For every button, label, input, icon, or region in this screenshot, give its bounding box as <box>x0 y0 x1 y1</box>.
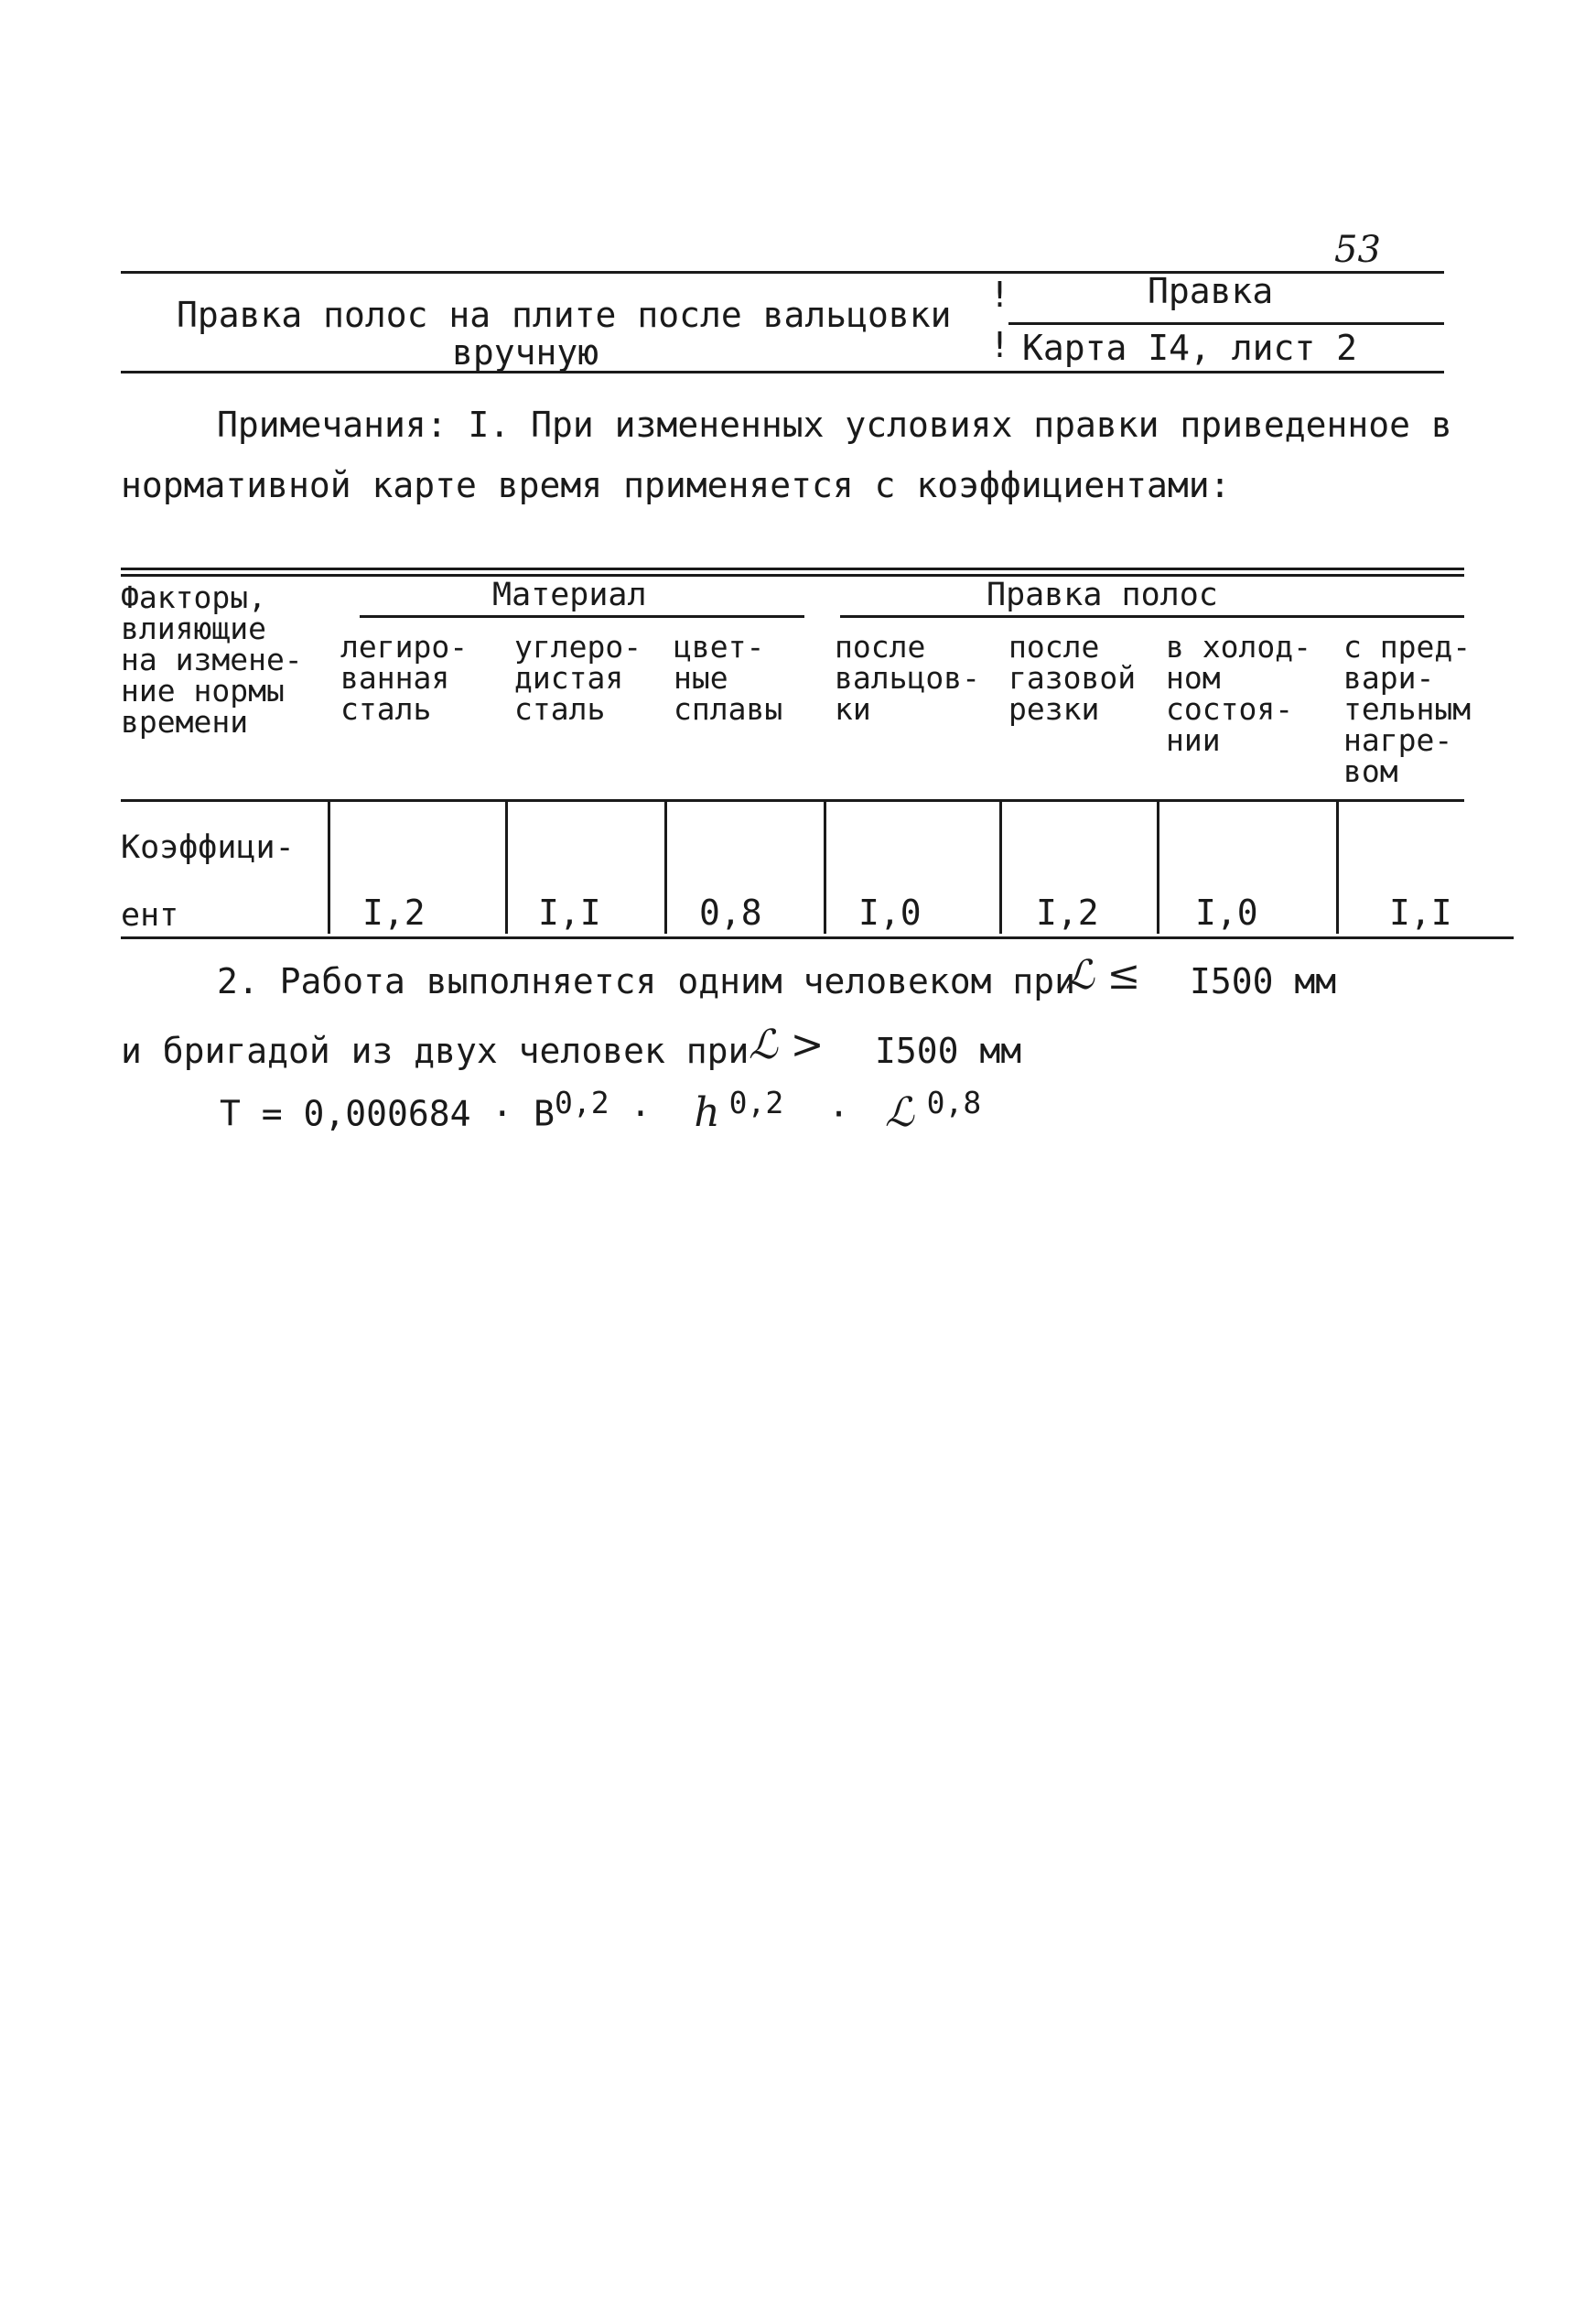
table-bottom-rule <box>121 936 1514 939</box>
exponent-h: 0,2 <box>728 1085 784 1120</box>
coefficient-value: I,0 <box>858 893 922 933</box>
table-top-rule <box>121 568 1464 570</box>
straightening-group-header: Правка полос <box>987 577 1218 613</box>
length-threshold-value: I500 мм <box>1190 961 1337 1001</box>
exponent-b: 0,2 <box>555 1085 609 1120</box>
formula-separator: · <box>828 1093 850 1134</box>
time-formula <box>220 1085 981 1140</box>
note-1-line-2: нормативной карте время применяется с коэффициентами: <box>121 465 1231 505</box>
coefficient-value: I,I <box>538 893 601 933</box>
material-group-header: Материал <box>492 577 647 613</box>
table-header-rule <box>121 799 1464 802</box>
straightening-group-underline <box>840 615 1464 618</box>
title-separator: ! <box>989 325 1010 365</box>
length-threshold-value: I500 мм <box>875 1031 1022 1071</box>
formula-base: T = 0,000684 · B <box>220 1093 555 1134</box>
column-header-after-rolling: после вальцов- ки <box>835 629 980 727</box>
table-column-divider <box>999 799 1002 934</box>
coefficient-value: 0,8 <box>699 893 762 933</box>
coefficient-row-label-continued: ент <box>121 897 179 934</box>
document-title-continued: вручную <box>452 332 599 373</box>
note-1-line-1: Примечания: I. При измененных условиях правки приведенное в <box>217 405 1452 445</box>
exponent-l: 0,8 <box>926 1085 982 1120</box>
variable-l: ℒ <box>884 1088 914 1136</box>
table-column-divider <box>1157 799 1159 934</box>
column-header-preheated: с пред- вари- тельным нагре- вом <box>1343 629 1472 789</box>
table-column-divider <box>505 799 508 934</box>
table-column-divider <box>1336 799 1339 934</box>
column-header-nonferrous-alloys: цвет- ные сплавы <box>674 629 783 727</box>
coefficient-value: I,2 <box>1036 893 1099 933</box>
section-label: Правка <box>1148 271 1274 311</box>
note-2-line-1: 2. Работа выполняется одним человеком при <box>217 961 1075 1001</box>
title-bottom-rule <box>121 371 1444 373</box>
column-header-cold-state: в холод- ном состоя- нии <box>1166 629 1311 758</box>
table-column-divider <box>328 799 330 934</box>
document-title: Правка полос на плите после вальцовки <box>177 295 952 335</box>
column-header-alloy-steel: легиро- ванная сталь <box>340 629 469 727</box>
section-divider <box>1008 322 1444 325</box>
coefficient-row-label: Коэффици- <box>121 829 295 866</box>
formula-separator: · <box>630 1093 652 1134</box>
length-symbol-gt: ℒ > <box>749 1022 825 1068</box>
page-number: 53 <box>1334 229 1381 271</box>
coefficient-value: I,I <box>1389 893 1452 933</box>
column-header-carbon-steel: углеро- дистая сталь <box>514 629 642 727</box>
variable-h: h <box>694 1088 720 1136</box>
table-column-divider <box>664 799 667 934</box>
card-sheet-label: Карта I4, лист 2 <box>1022 328 1358 368</box>
coefficient-value: I,2 <box>362 893 426 933</box>
table-top-rule-double <box>121 574 1464 577</box>
factors-header: Факторы, влияющие на измене- ние нормы времени <box>121 579 303 740</box>
material-group-underline <box>360 615 804 618</box>
coefficient-value: I,0 <box>1195 893 1258 933</box>
title-separator: ! <box>989 275 1010 315</box>
column-header-after-gas-cutting: после газовой резки <box>1008 629 1137 727</box>
length-symbol-le: ℒ ≤ <box>1065 952 1141 999</box>
table-column-divider <box>824 799 826 934</box>
note-2-line-2: и бригадой из двух человек при <box>121 1031 749 1071</box>
